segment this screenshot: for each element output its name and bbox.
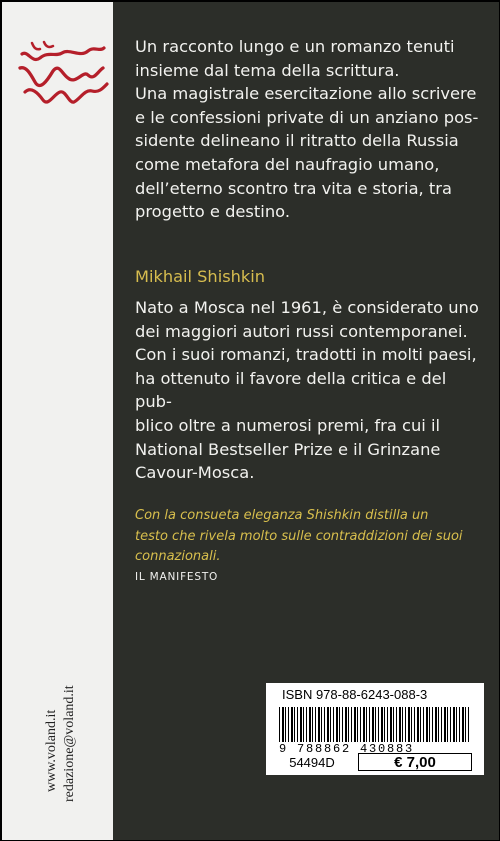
isbn-label: ISBN 978-88-6243-088-3 xyxy=(282,687,428,702)
barcode-label xyxy=(266,683,484,775)
description-line: insieme dal tema della scrittura. xyxy=(135,60,400,80)
quote-line: connazionali. xyxy=(135,549,221,564)
barcode-digits: 9 788862 430883 xyxy=(277,742,475,756)
biography-line: National Bestseller Prize e il Grinzane xyxy=(135,439,441,459)
quote-line: Con la consueta eleganza Shishkin distilla un xyxy=(135,508,429,523)
voland-logo xyxy=(10,40,110,112)
back-cover-text-panel xyxy=(113,2,499,840)
product-code: 54494D xyxy=(289,754,335,770)
biography-line: Con i suoi romanzi, tradotti in molti paesi, xyxy=(135,345,477,365)
author-biography xyxy=(135,296,480,485)
barcode-bars xyxy=(279,707,471,747)
review-quote xyxy=(135,506,470,568)
description-line: progetto e destino. xyxy=(135,202,290,222)
quote-line: testo che rivela molto sulle contraddizioni dei suoi xyxy=(135,528,463,544)
publisher-website[interactable]: www.voland.it xyxy=(44,709,59,792)
description-line: dell’eterno scontro tra vita e storia, tra xyxy=(135,178,452,198)
description-line: sidente delineano il ritratto della Russia xyxy=(135,131,459,151)
quote-source: IL MANIFESTO xyxy=(135,571,219,583)
price-tag: € 7,00 xyxy=(358,753,472,771)
description-line: come metafora del naufragio umano, xyxy=(135,154,440,174)
biography-line: dei maggiori autori russi contemporanei. xyxy=(135,321,468,341)
spine-panel xyxy=(2,2,113,840)
biography-line: blico oltre a numerosi premi, fra cui il xyxy=(135,415,441,435)
description-line: Un racconto lungo e un romanzo tenuti xyxy=(135,37,455,56)
author-name: Mikhail Shishkin xyxy=(135,267,266,286)
biography-line: Nato a Mosca nel 1961, è considerato uno xyxy=(135,298,479,317)
description-line: Una magistrale esercitazione allo scrivere xyxy=(135,84,477,104)
biography-line: Cavour-Mosca. xyxy=(135,463,255,483)
book-description xyxy=(135,35,480,224)
publisher-email[interactable]: redazione@voland.it xyxy=(62,685,77,802)
biography-line: ha ottenuto il favore della critica e del pub- xyxy=(135,368,447,412)
description-line: e le confessioni private di un anziano pos- xyxy=(135,107,479,127)
